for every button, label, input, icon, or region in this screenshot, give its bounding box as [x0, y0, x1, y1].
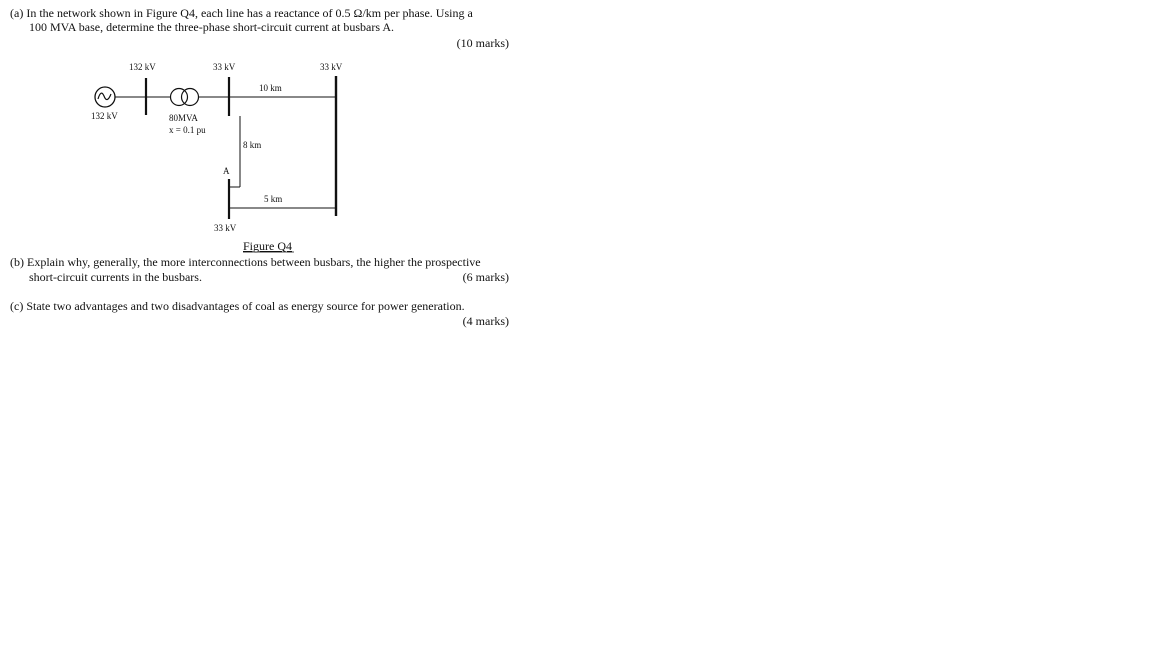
question-a-marks: (10 marks): [456, 36, 509, 50]
question-c-line1: (c) State two advantages and two disadvantages of coal as energy source for power generation.: [10, 299, 465, 313]
label-10km: 10 km: [259, 83, 282, 93]
label-transformer-rating: 80MVA: [169, 113, 198, 123]
label-8km: 8 km: [243, 140, 262, 150]
question-b-line2: short-circuit currents in the busbars.: [29, 270, 202, 284]
label-33kv-bus-a: 33 kV: [214, 223, 237, 233]
question-b-line1: (b) Explain why, generally, the more interconnections between busbars, the higher the prospective: [10, 255, 481, 269]
label-33kv-right-top: 33 kV: [320, 62, 343, 72]
question-a-line2: 100 MVA base, determine the three-phase short-circuit current at busbars A.: [29, 20, 395, 34]
label-transformer-reactance: x = 0.1 pu: [169, 125, 206, 135]
question-c-marks: (4 marks): [462, 314, 509, 328]
label-33kv-left-top: 33 kV: [213, 62, 236, 72]
transformer-icon: [171, 89, 199, 106]
label-5km: 5 km: [264, 194, 283, 204]
question-a-line1: (a) In the network shown in Figure Q4, each line has a reactance of 0.5 Ω/km per phase. Using a: [10, 6, 473, 20]
network-diagram: [0, 0, 1152, 260]
label-132kv-bottom: 132 kV: [91, 111, 118, 121]
label-bus-a: A: [223, 166, 230, 176]
generator-icon: [95, 87, 115, 107]
label-132kv-top: 132 kV: [129, 62, 156, 72]
figure-caption: Figure Q4: [243, 239, 292, 253]
question-b-marks: (6 marks): [462, 270, 509, 284]
